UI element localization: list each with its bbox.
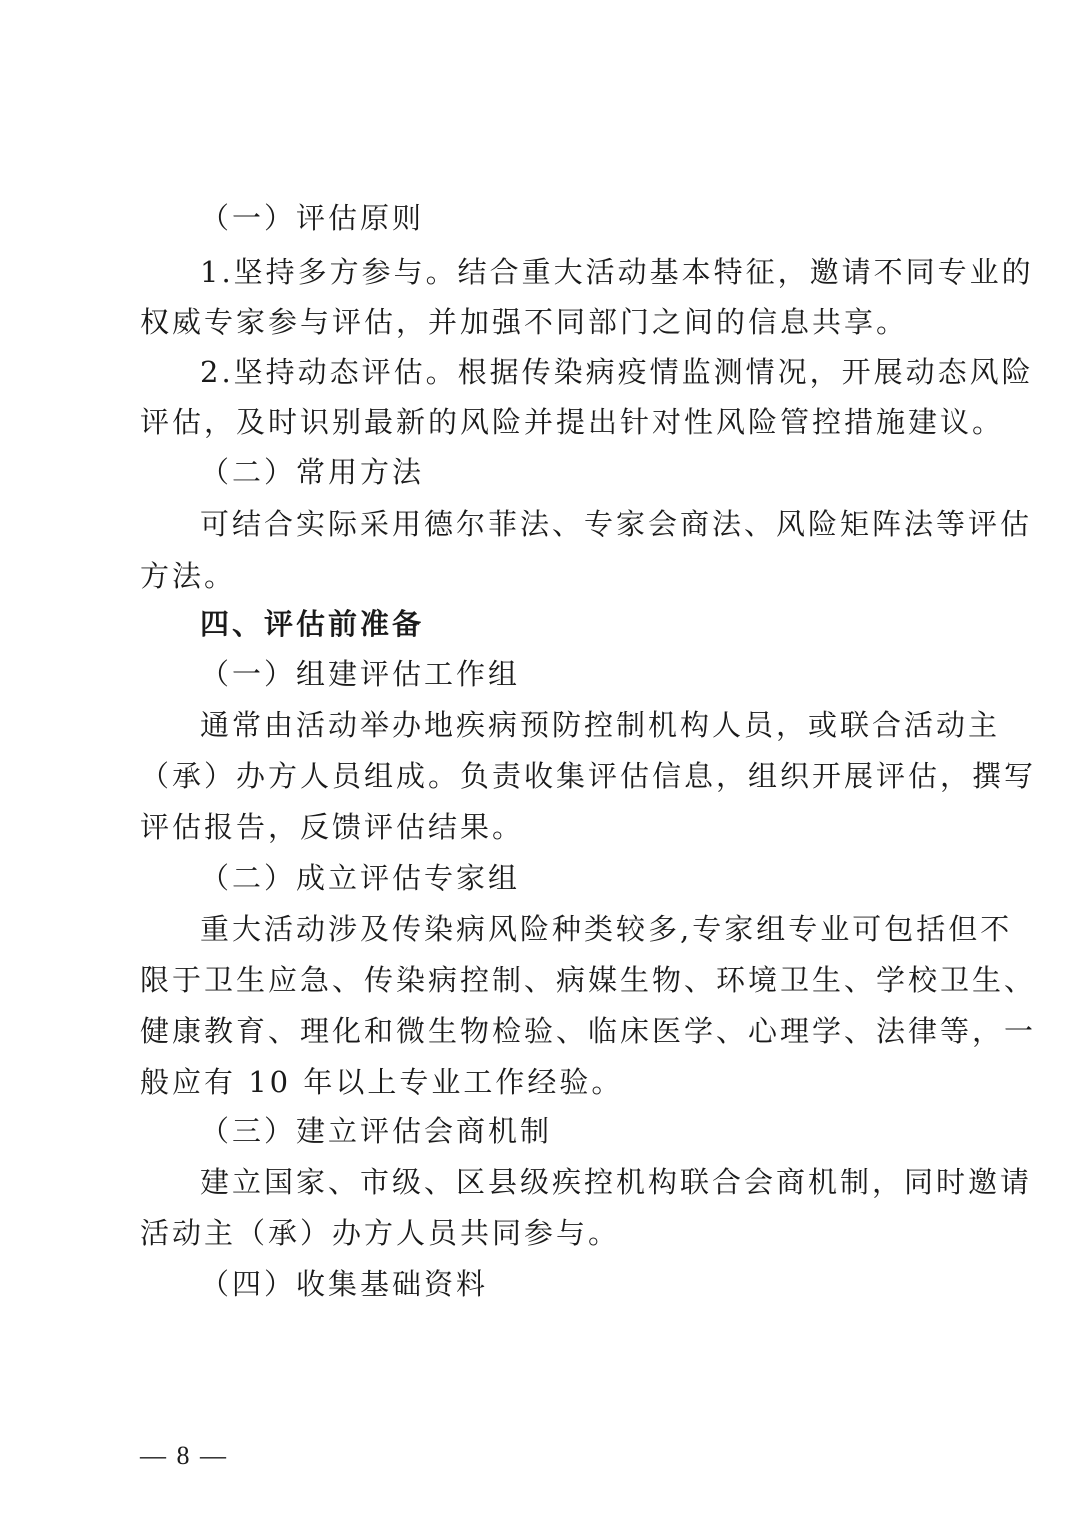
section-heading-common-methods: （二）常用方法: [200, 455, 425, 489]
paragraph-line: 建立国家、市级、区县级疾控机构联合会商机制，同时邀请: [200, 1165, 1033, 1199]
paragraph-line: 健康教育、理化和微生物检验、临床医学、心理学、法律等，一: [140, 1014, 1037, 1048]
paragraph-line: 2.坚持动态评估。根据传染病疫情监测情况，开展动态风险: [200, 355, 1034, 389]
paragraph-line: 活动主（承）办方人员共同参与。: [140, 1216, 621, 1250]
paragraph-line: 评估报告，反馈评估结果。: [140, 810, 525, 844]
section-heading-work-group: （一）组建评估工作组: [200, 657, 521, 691]
page-number: — 8 —: [140, 1441, 228, 1470]
paragraph-line: 权威专家参与评估，并加强不同部门之间的信息共享。: [140, 305, 909, 339]
section-heading-evaluation-principles: （一）评估原则: [200, 201, 425, 235]
paragraph-line: 重大活动涉及传染病风险种类较多,专家组专业可包括但不: [200, 912, 1013, 946]
paragraph-line: 1.坚持多方参与。结合重大活动基本特征，邀请不同专业的: [200, 255, 1034, 289]
section-heading-collect-data: （四）收集基础资料: [200, 1267, 489, 1301]
paragraph-line: 评估，及时识别最新的风险并提出针对性风险管控措施建议。: [140, 405, 1005, 439]
section-heading-expert-group: （二）成立评估专家组: [200, 861, 521, 895]
paragraph-line: 般应有 10 年以上专业工作经验。: [140, 1065, 624, 1099]
chapter-heading: 四、评估前准备: [200, 607, 425, 641]
paragraph-line: 限于卫生应急、传染病控制、病媒生物、环境卫生、学校卫生、: [140, 963, 1037, 997]
section-heading-consult-mechanism: （三）建立评估会商机制: [200, 1114, 553, 1148]
paragraph-line: 通常由活动举办地疾病预防控制机构人员，或联合活动主: [200, 708, 1001, 742]
paragraph-line: 方法。: [140, 559, 237, 593]
paragraph-line: 可结合实际采用德尔菲法、专家会商法、风险矩阵法等评估: [200, 507, 1033, 541]
paragraph-line: （承）办方人员组成。负责收集评估信息，组织开展评估，撰写: [140, 759, 1037, 793]
